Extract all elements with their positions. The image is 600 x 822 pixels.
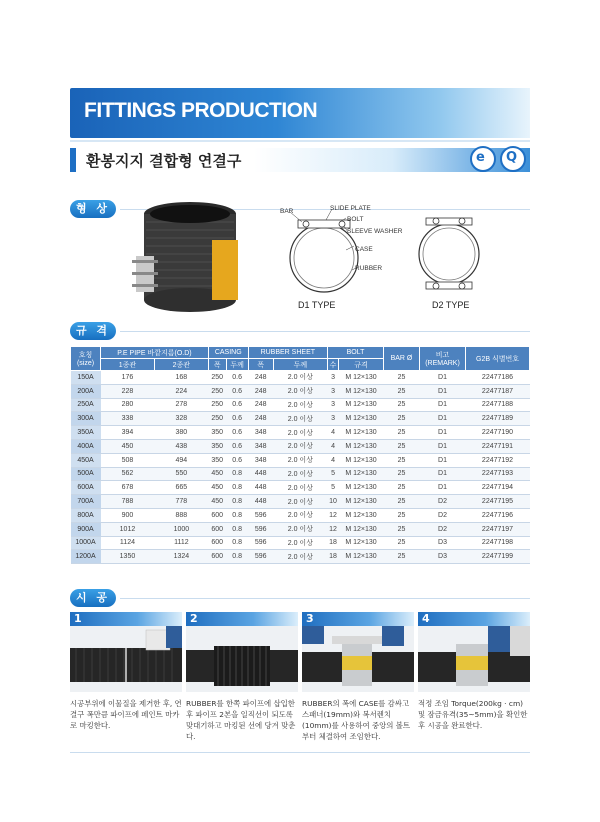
table-cell: 0.6: [226, 439, 248, 453]
table-cell: 596: [248, 550, 273, 564]
page-title: FITTINGS PRODUCTION: [84, 99, 318, 122]
table-cell: 224: [154, 384, 208, 398]
table-cell: D1: [420, 467, 466, 481]
table-cell: 2.0 이상: [273, 508, 327, 522]
table-cell: D1: [420, 384, 466, 398]
th-pipe-od: P.E PIPE 바깥지름(O.D): [101, 347, 209, 359]
table-cell: M 12×130: [339, 384, 384, 398]
table-cell: 25: [384, 550, 420, 564]
table-cell: 22477195: [466, 495, 530, 509]
table-cell: 1012: [101, 522, 155, 536]
table-cell: 338: [101, 412, 155, 426]
table-row: [71, 384, 530, 398]
table-cell: 12: [327, 522, 338, 536]
label-slide-plate: SLIDE PLATE: [330, 205, 371, 212]
table-cell: 328: [154, 412, 208, 426]
table-cell: 3: [327, 398, 338, 412]
table-cell: 448: [248, 481, 273, 495]
table-cell: 25: [384, 439, 420, 453]
table-cell: 1000: [154, 522, 208, 536]
table-cell: 22477188: [466, 398, 530, 412]
table-cell: 1200A: [71, 550, 101, 564]
section-shape-label: 형 상: [70, 200, 116, 218]
step-number: 2: [190, 612, 198, 625]
table-cell: D1: [420, 412, 466, 426]
subtitle-marker: [70, 148, 76, 172]
table-cell: D2: [420, 495, 466, 509]
th-casing-width: 폭: [208, 359, 226, 371]
table-cell: 0.8: [226, 481, 248, 495]
table-cell: 600: [208, 536, 226, 550]
table-cell: 4: [327, 439, 338, 453]
table-cell: 3: [327, 412, 338, 426]
table-row: [71, 522, 530, 536]
th-remark: 비고 (REMARK): [420, 347, 466, 371]
table-cell: 350: [208, 453, 226, 467]
th-bolt: BOLT: [327, 347, 383, 359]
th-casing-thickness: 두께: [226, 359, 248, 371]
table-row: [71, 495, 530, 509]
table-cell: 25: [384, 426, 420, 440]
step-number-bar: [418, 612, 530, 626]
label-bar: BAR: [280, 208, 294, 215]
d1-type-diagram: [272, 200, 412, 310]
table-cell: 22477186: [466, 371, 530, 385]
table-cell: 228: [101, 384, 155, 398]
table-cell: M 12×130: [339, 453, 384, 467]
table-cell: D1: [420, 453, 466, 467]
table-cell: 25: [384, 508, 420, 522]
table-cell: 18: [327, 550, 338, 564]
section-spec-label: 규 격: [70, 322, 116, 340]
table-cell: M 12×130: [339, 536, 384, 550]
step-4-photo: [418, 626, 530, 692]
table-cell: M 12×130: [339, 508, 384, 522]
table-row: [71, 481, 530, 495]
th-g2b-id: G2B 식별번호: [466, 347, 530, 371]
table-cell: D1: [420, 426, 466, 440]
table-cell: 12: [327, 508, 338, 522]
th-bar: BAR Ø: [384, 347, 420, 371]
table-cell: 350A: [71, 426, 101, 440]
table-cell: 1000A: [71, 536, 101, 550]
table-cell: M 12×130: [339, 550, 384, 564]
step-1-photo: [70, 626, 182, 692]
table-row: [71, 536, 530, 550]
th-rubber-width: 폭: [248, 359, 273, 371]
section-spec-divider: [120, 331, 530, 332]
table-cell: 1324: [154, 550, 208, 564]
table-cell: 450A: [71, 453, 101, 467]
table-cell: 0.8: [226, 522, 248, 536]
table-cell: 438: [154, 439, 208, 453]
table-cell: 250A: [71, 398, 101, 412]
table-cell: 25: [384, 384, 420, 398]
step-description: 시공부위에 이물질을 제거한 후, 연결구 폭만큼 파이프에 페인트 마카로 마킹한다.: [70, 699, 182, 730]
table-cell: 248: [248, 398, 273, 412]
d1-type-label: D1 TYPE: [298, 300, 336, 310]
table-cell: D1: [420, 481, 466, 495]
table-cell: 2.0 이상: [273, 453, 327, 467]
label-bolt: BOLT: [347, 216, 364, 223]
product-photo: [132, 200, 242, 318]
step-number: 1: [74, 612, 82, 625]
label-case: CASE: [355, 246, 373, 253]
th-bolt-spec: 규격: [339, 359, 384, 371]
table-cell: 400A: [71, 439, 101, 453]
table-cell: 665: [154, 481, 208, 495]
table-cell: 0.6: [226, 426, 248, 440]
table-cell: 0.8: [226, 536, 248, 550]
table-row: [71, 371, 530, 385]
table-cell: 250: [208, 412, 226, 426]
table-cell: 600A: [71, 481, 101, 495]
table-cell: 248: [248, 371, 273, 385]
table-cell: 2.0 이상: [273, 412, 327, 426]
table-cell: 22477192: [466, 453, 530, 467]
table-cell: 778: [154, 495, 208, 509]
table-cell: 2.0 이상: [273, 522, 327, 536]
step-number: 4: [422, 612, 430, 625]
table-cell: 1124: [101, 536, 155, 550]
table-cell: 25: [384, 398, 420, 412]
table-cell: 596: [248, 536, 273, 550]
table-cell: M 12×130: [339, 439, 384, 453]
section-install-label: 시 공: [70, 589, 116, 607]
d2-type-label: D2 TYPE: [432, 300, 470, 310]
table-cell: 350: [208, 439, 226, 453]
table-cell: 448: [248, 467, 273, 481]
label-rubber: RUBBER: [355, 265, 383, 272]
table-cell: 300A: [71, 412, 101, 426]
table-cell: 0.8: [226, 495, 248, 509]
table-cell: 4: [327, 453, 338, 467]
table-row: [71, 453, 530, 467]
d2-type-diagram: [414, 208, 484, 298]
table-cell: 380: [154, 426, 208, 440]
table-cell: D1: [420, 371, 466, 385]
table-cell: M 12×130: [339, 398, 384, 412]
spec-table: [70, 346, 530, 564]
table-cell: 5: [327, 467, 338, 481]
table-cell: 2.0 이상: [273, 426, 327, 440]
table-cell: 25: [384, 495, 420, 509]
table-cell: 350: [208, 426, 226, 440]
th-casing: CASING: [208, 347, 248, 359]
table-cell: 22477191: [466, 439, 530, 453]
table-cell: 2.0 이상: [273, 536, 327, 550]
product-subtitle: 환봉지지 결합형 연결구: [86, 152, 242, 170]
table-cell: D3: [420, 550, 466, 564]
table-row: [71, 398, 530, 412]
table-cell: 450: [101, 439, 155, 453]
step-number-bar: [302, 612, 414, 626]
table-cell: 348: [248, 439, 273, 453]
table-cell: 25: [384, 522, 420, 536]
table-cell: 888: [154, 508, 208, 522]
table-cell: 562: [101, 467, 155, 481]
th-rubber-thickness: 두께: [273, 359, 327, 371]
th-type1: 1종관: [101, 359, 155, 371]
table-cell: 4: [327, 426, 338, 440]
table-cell: 500A: [71, 467, 101, 481]
table-cell: 10: [327, 495, 338, 509]
footer-divider: [70, 752, 530, 753]
table-cell: 25: [384, 412, 420, 426]
table-cell: 2.0 이상: [273, 467, 327, 481]
table-cell: 250: [208, 398, 226, 412]
table-cell: 278: [154, 398, 208, 412]
table-row: [71, 467, 530, 481]
table-cell: 5: [327, 481, 338, 495]
table-cell: M 12×130: [339, 426, 384, 440]
table-row: [71, 550, 530, 564]
table-cell: 900: [101, 508, 155, 522]
table-cell: 1350: [101, 550, 155, 564]
table-cell: 248: [248, 384, 273, 398]
table-cell: 250: [208, 384, 226, 398]
step-2-photo: [186, 626, 298, 692]
table-cell: 2.0 이상: [273, 481, 327, 495]
table-cell: 450: [208, 481, 226, 495]
table-cell: 22477198: [466, 536, 530, 550]
table-cell: M 12×130: [339, 412, 384, 426]
step-number-bar: [70, 612, 182, 626]
table-cell: 494: [154, 453, 208, 467]
title-banner: [70, 88, 530, 138]
table-cell: 596: [248, 508, 273, 522]
table-cell: 788: [101, 495, 155, 509]
table-cell: 22477194: [466, 481, 530, 495]
table-cell: 176: [101, 371, 155, 385]
section-install-divider: [120, 598, 530, 599]
table-cell: 448: [248, 495, 273, 509]
table-cell: 394: [101, 426, 155, 440]
table-cell: 1112: [154, 536, 208, 550]
table-cell: 600: [208, 550, 226, 564]
table-cell: 22477187: [466, 384, 530, 398]
label-sleeve-washer: SLEEVE WASHER: [347, 228, 403, 235]
table-cell: 900A: [71, 522, 101, 536]
table-cell: 2.0 이상: [273, 371, 327, 385]
table-cell: 0.6: [226, 412, 248, 426]
table-cell: 0.6: [226, 453, 248, 467]
table-cell: 348: [248, 426, 273, 440]
table-cell: D3: [420, 536, 466, 550]
table-cell: 22477193: [466, 467, 530, 481]
table-cell: 0.6: [226, 398, 248, 412]
table-cell: 22477190: [466, 426, 530, 440]
table-cell: M 12×130: [339, 522, 384, 536]
th-rubber-sheet: RUBBER SHEET: [248, 347, 327, 359]
table-cell: 0.6: [226, 384, 248, 398]
table-cell: 3: [327, 384, 338, 398]
table-cell: M 12×130: [339, 467, 384, 481]
table-cell: 450: [208, 467, 226, 481]
table-cell: 22477196: [466, 508, 530, 522]
table-cell: 3: [327, 371, 338, 385]
table-cell: 600: [208, 508, 226, 522]
table-cell: 2.0 이상: [273, 495, 327, 509]
table-cell: 248: [248, 412, 273, 426]
table-cell: M 12×130: [339, 495, 384, 509]
table-row: [71, 426, 530, 440]
table-cell: 550: [154, 467, 208, 481]
table-cell: 596: [248, 522, 273, 536]
table-row: [71, 439, 530, 453]
table-cell: 22477199: [466, 550, 530, 564]
table-cell: 168: [154, 371, 208, 385]
table-cell: M 12×130: [339, 371, 384, 385]
table-cell: D1: [420, 439, 466, 453]
th-size: 호칭 (size): [71, 347, 101, 371]
step-description: 적정 조임 Torque(200kg · cm) 및 잠금유격(35~5mm)을 확인한 후 시공을 완료한다.: [418, 699, 528, 730]
table-cell: 22477197: [466, 522, 530, 536]
table-cell: 508: [101, 453, 155, 467]
table-cell: 25: [384, 467, 420, 481]
table-cell: 25: [384, 536, 420, 550]
table-cell: 25: [384, 481, 420, 495]
table-cell: 25: [384, 371, 420, 385]
table-cell: 450: [208, 495, 226, 509]
table-cell: M 12×130: [339, 481, 384, 495]
table-cell: 600: [208, 522, 226, 536]
table-cell: D2: [420, 522, 466, 536]
table-row: [71, 412, 530, 426]
table-cell: D2: [420, 508, 466, 522]
banner-divider: [70, 140, 530, 142]
table-cell: 678: [101, 481, 155, 495]
table-row: [71, 508, 530, 522]
table-cell: 25: [384, 453, 420, 467]
table-cell: 200A: [71, 384, 101, 398]
table-cell: 280: [101, 398, 155, 412]
table-cell: 348: [248, 453, 273, 467]
step-number: 3: [306, 612, 314, 625]
table-cell: D1: [420, 398, 466, 412]
table-cell: 22477189: [466, 412, 530, 426]
table-cell: 150A: [71, 371, 101, 385]
table-cell: 250: [208, 371, 226, 385]
table-cell: 0.8: [226, 550, 248, 564]
certification-logo-icon: e: [470, 146, 496, 172]
table-cell: 0.8: [226, 467, 248, 481]
table-cell: 2.0 이상: [273, 384, 327, 398]
table-cell: 800A: [71, 508, 101, 522]
step-description: RUBBER를 한쪽 파이프에 삽입한 후 파이프 2본을 일직선이 되도록 맞대기하고 마킹된 선에 당겨 맞춘다.: [186, 699, 296, 741]
step-description: RUBBER의 폭에 CASE를 감싸고 스패너(19mm)와 복서렌치(10mm)를 사용하여 중앙의 볼트부터 체결하여 조임한다.: [302, 699, 411, 741]
quality-logo-icon: Q: [500, 146, 526, 172]
table-cell: 2.0 이상: [273, 439, 327, 453]
step-3-photo: [302, 626, 414, 692]
table-cell: 0.6: [226, 371, 248, 385]
table-cell: 2.0 이상: [273, 398, 327, 412]
table-cell: 2.0 이상: [273, 550, 327, 564]
th-type2: 2종관: [154, 359, 208, 371]
table-cell: 18: [327, 536, 338, 550]
th-bolt-count: 수: [327, 359, 338, 371]
table-cell: 0.8: [226, 508, 248, 522]
table-cell: 700A: [71, 495, 101, 509]
step-number-bar: [186, 612, 298, 626]
